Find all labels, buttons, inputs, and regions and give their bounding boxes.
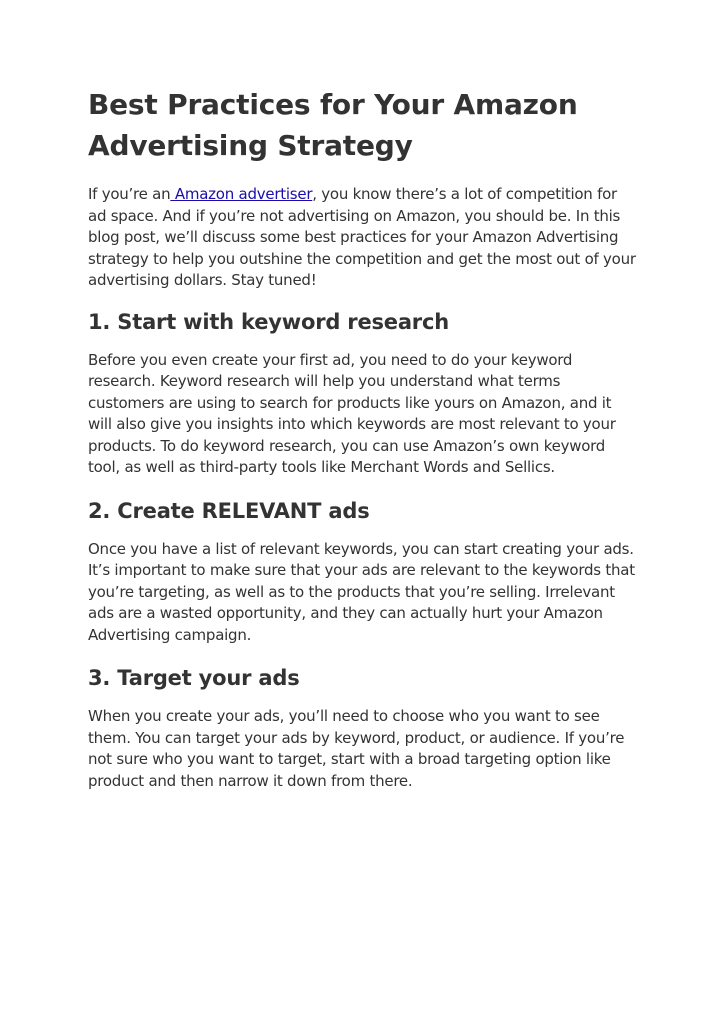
intro-paragraph bbox=[88, 184, 638, 292]
section-body-keyword-research: Before you even create your first ad, you need to do your keyword research. Keyword research will help you understand what terms customers are using to search for products like yours on Amazon, and it will also give you insights into which keywords are most relevant to your products. To do keyword research, you can use Amazon’s own keyword tool, as well as third-party tools like Merchant Words and Sellics. bbox=[88, 350, 616, 476]
section-heading-relevant-ads: 2. Create RELEVANT ads bbox=[88, 498, 370, 523]
document-page bbox=[88, 84, 638, 792]
section-body-target-ads: When you create your ads, you’ll need to choose who you want to see them. You can target your ads by keyword, product, or audience. If you’re not sure who you want to target, start with a broad targeting option like product and then narrow it down from there. bbox=[88, 707, 625, 790]
section-body-relevant-ads: Once you have a list of relevant keywords, you can start creating your ads. It’s important to make sure that your ads are relevant to the keywords that you’re targeting, as well as to the products that you’re selling. Irrelevant ads are a wasted opportunity, and they can actually hurt your Amazon Advertising campaign. bbox=[88, 539, 635, 644]
page-title: Best Practices for Your Amazon Advertising Strategy bbox=[88, 88, 578, 162]
amazon-advertiser-link[interactable]: Amazon advertiser bbox=[170, 185, 313, 203]
intro-text-after-link: , you know there’s a lot of competition for ad space. And if you’re not advertising on Amazon, you should be. In this blog post, we’ll discuss some best practices for your Amazon Advertising strategy to help you outshine the competition and get the most out of your advertising dollars. Stay tuned! bbox=[88, 185, 636, 289]
section-heading-keyword-research: 1. Start with keyword research bbox=[88, 309, 449, 334]
section-heading-target-ads: 3. Target your ads bbox=[88, 666, 300, 690]
intro-text-before-link: If you’re an bbox=[88, 185, 171, 203]
